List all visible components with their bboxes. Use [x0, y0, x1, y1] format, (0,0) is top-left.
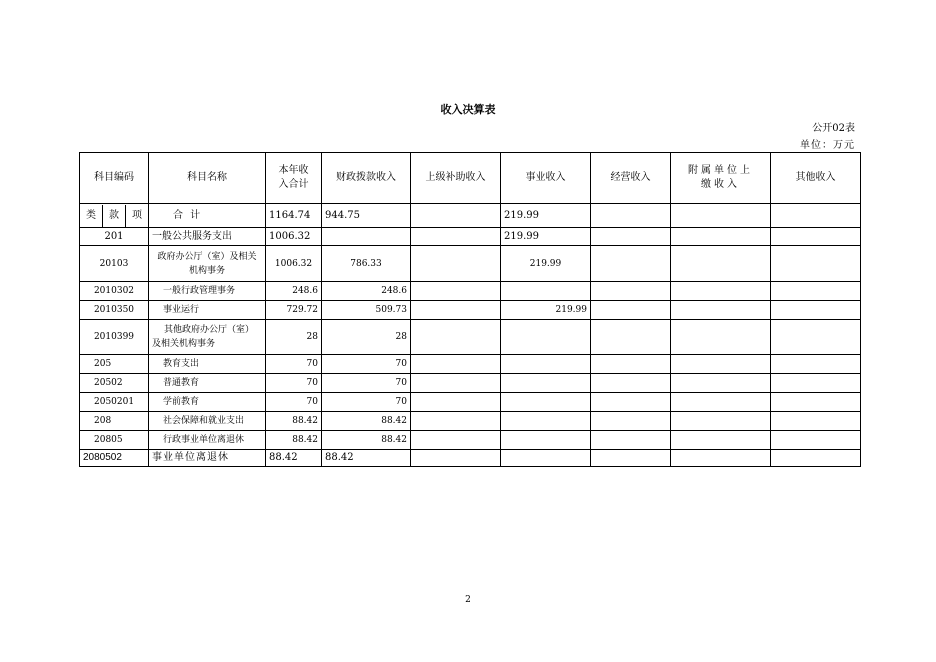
table-row: [80, 355, 861, 374]
row-operating: [591, 374, 671, 393]
row-code: 20103: [80, 246, 149, 282]
row-name: 普通教育: [149, 374, 266, 393]
row-other: [771, 282, 861, 301]
total-business: 219.99: [501, 204, 591, 228]
row-affiliate: [671, 355, 771, 374]
row-affiliate: [671, 374, 771, 393]
row-superior: [411, 320, 501, 355]
row-business: [501, 431, 591, 450]
row-total: 70: [266, 393, 322, 412]
table-row: [80, 301, 861, 320]
header-superior: 上级补助收入: [411, 153, 501, 204]
row-name: 行政事业单位离退休: [149, 431, 266, 450]
row-code: 2010350: [80, 301, 149, 320]
row-affiliate: [671, 301, 771, 320]
row-other: [771, 374, 861, 393]
table-row: [80, 374, 861, 393]
row-operating: [591, 355, 671, 374]
total-total: 1164.74: [266, 204, 322, 228]
row-fiscal: 70: [322, 393, 411, 412]
lei-kuan-xiang: [80, 204, 149, 228]
row-fiscal: 88.42: [322, 431, 411, 450]
row-code: 2010399: [80, 320, 149, 355]
table-title: 收入决算表: [440, 103, 496, 116]
row-other: [771, 412, 861, 431]
header-total: 本年收入合计: [266, 153, 322, 204]
row-name: 教育支出: [149, 355, 266, 374]
row-operating: [591, 228, 671, 246]
row-code: 2080502: [80, 450, 149, 467]
row-affiliate: [671, 450, 771, 467]
row-other: [771, 450, 861, 467]
row-superior: [411, 431, 501, 450]
row-affiliate: [671, 246, 771, 282]
row-operating: [591, 412, 671, 431]
row-fiscal: 28: [322, 320, 411, 355]
row-affiliate: [671, 393, 771, 412]
total-fiscal: 944.75: [322, 204, 411, 228]
header-code: 科目编码: [80, 153, 149, 204]
row-code: 208: [80, 412, 149, 431]
row-business: [501, 320, 591, 355]
row-business: [501, 412, 591, 431]
row-superior: [411, 450, 501, 467]
table-row: [80, 282, 861, 301]
row-fiscal: 88.42: [322, 450, 411, 467]
header-business: 事业收入: [501, 153, 591, 204]
row-superior: [411, 246, 501, 282]
header-other: 其他收入: [771, 153, 861, 204]
row-operating: [591, 282, 671, 301]
row-operating: [591, 320, 671, 355]
table-row: [80, 228, 861, 246]
row-total: 28: [266, 320, 322, 355]
row-business: [501, 393, 591, 412]
header-row: [80, 153, 861, 204]
row-superior: [411, 355, 501, 374]
row-business: [501, 450, 591, 467]
total-other: [771, 204, 861, 228]
row-name: 事业运行: [149, 301, 266, 320]
row-name: 其他政府办公厅（室）及相关机构事务: [149, 320, 266, 355]
table-row: [80, 393, 861, 412]
row-other: [771, 355, 861, 374]
row-name: 学前教育: [149, 393, 266, 412]
row-affiliate: [671, 431, 771, 450]
table-code-note: 公开02表: [812, 123, 855, 134]
row-superior: [411, 393, 501, 412]
row-other: [771, 393, 861, 412]
row-other: [771, 431, 861, 450]
row-business: 219.99: [501, 246, 591, 282]
header-xiang: 项: [132, 209, 142, 221]
table-row: [80, 431, 861, 450]
row-total: 729.72: [266, 301, 322, 320]
row-code: 205: [80, 355, 149, 374]
table-row: [80, 320, 861, 355]
row-operating: [591, 393, 671, 412]
table-row: [80, 246, 861, 282]
total-name: 合 计: [149, 204, 266, 228]
header-fiscal: 财政拨款收入: [322, 153, 411, 204]
header-operating: 经营收入: [591, 153, 671, 204]
page-number: 2: [465, 595, 471, 605]
header-name: 科目名称: [149, 153, 266, 204]
row-total: 1006.32: [266, 228, 322, 246]
row-operating: [591, 301, 671, 320]
row-superior: [411, 301, 501, 320]
row-fiscal: [322, 228, 411, 246]
row-fiscal: 509.73: [322, 301, 411, 320]
header-affiliate: 附属单位上缴收入: [671, 153, 771, 204]
row-code: 20502: [80, 374, 149, 393]
row-code: 20805: [80, 431, 149, 450]
row-code: 201: [80, 228, 149, 246]
row-total: 70: [266, 374, 322, 393]
row-total: 88.42: [266, 431, 322, 450]
row-total: 248.6: [266, 282, 322, 301]
row-name: 社会保障和就业支出: [149, 412, 266, 431]
row-fiscal: 88.42: [322, 412, 411, 431]
row-total: 70: [266, 355, 322, 374]
row-fiscal: 70: [322, 374, 411, 393]
row-total: 1006.32: [266, 246, 322, 282]
row-superior: [411, 374, 501, 393]
row-affiliate: [671, 412, 771, 431]
row-fiscal: 70: [322, 355, 411, 374]
row-name: 事业单位离退休: [149, 450, 266, 467]
row-other: [771, 228, 861, 246]
unit-note: 单位：万元: [800, 140, 855, 151]
row-business: 219.99: [501, 301, 591, 320]
header-lei: 类: [80, 205, 103, 227]
row-superior: [411, 228, 501, 246]
total-superior: [411, 204, 501, 228]
row-business: [501, 282, 591, 301]
row-business: [501, 355, 591, 374]
row-superior: [411, 282, 501, 301]
row-fiscal: 248.6: [322, 282, 411, 301]
row-code: 2050201: [80, 393, 149, 412]
row-fiscal: 786.33: [322, 246, 411, 282]
row-superior: [411, 412, 501, 431]
income-table: [79, 152, 861, 467]
row-total: 88.42: [266, 450, 322, 467]
total-operating: [591, 204, 671, 228]
row-other: [771, 246, 861, 282]
row-affiliate: [671, 320, 771, 355]
row-business: [501, 374, 591, 393]
total-affiliate: [671, 204, 771, 228]
header-kuan: 款: [103, 205, 126, 227]
row-name: 政府办公厅（室）及相关机构事务: [149, 246, 266, 282]
row-affiliate: [671, 282, 771, 301]
table-row: [80, 450, 861, 467]
row-operating: [591, 246, 671, 282]
row-business: 219.99: [501, 228, 591, 246]
row-operating: [591, 450, 671, 467]
row-affiliate: [671, 228, 771, 246]
total-row: [80, 204, 861, 228]
row-other: [771, 301, 861, 320]
row-name: 一般公共服务支出: [149, 228, 266, 246]
row-other: [771, 320, 861, 355]
row-total: 88.42: [266, 412, 322, 431]
table-row: [80, 412, 861, 431]
row-name: 一般行政管理事务: [149, 282, 266, 301]
row-code: 2010302: [80, 282, 149, 301]
row-operating: [591, 431, 671, 450]
